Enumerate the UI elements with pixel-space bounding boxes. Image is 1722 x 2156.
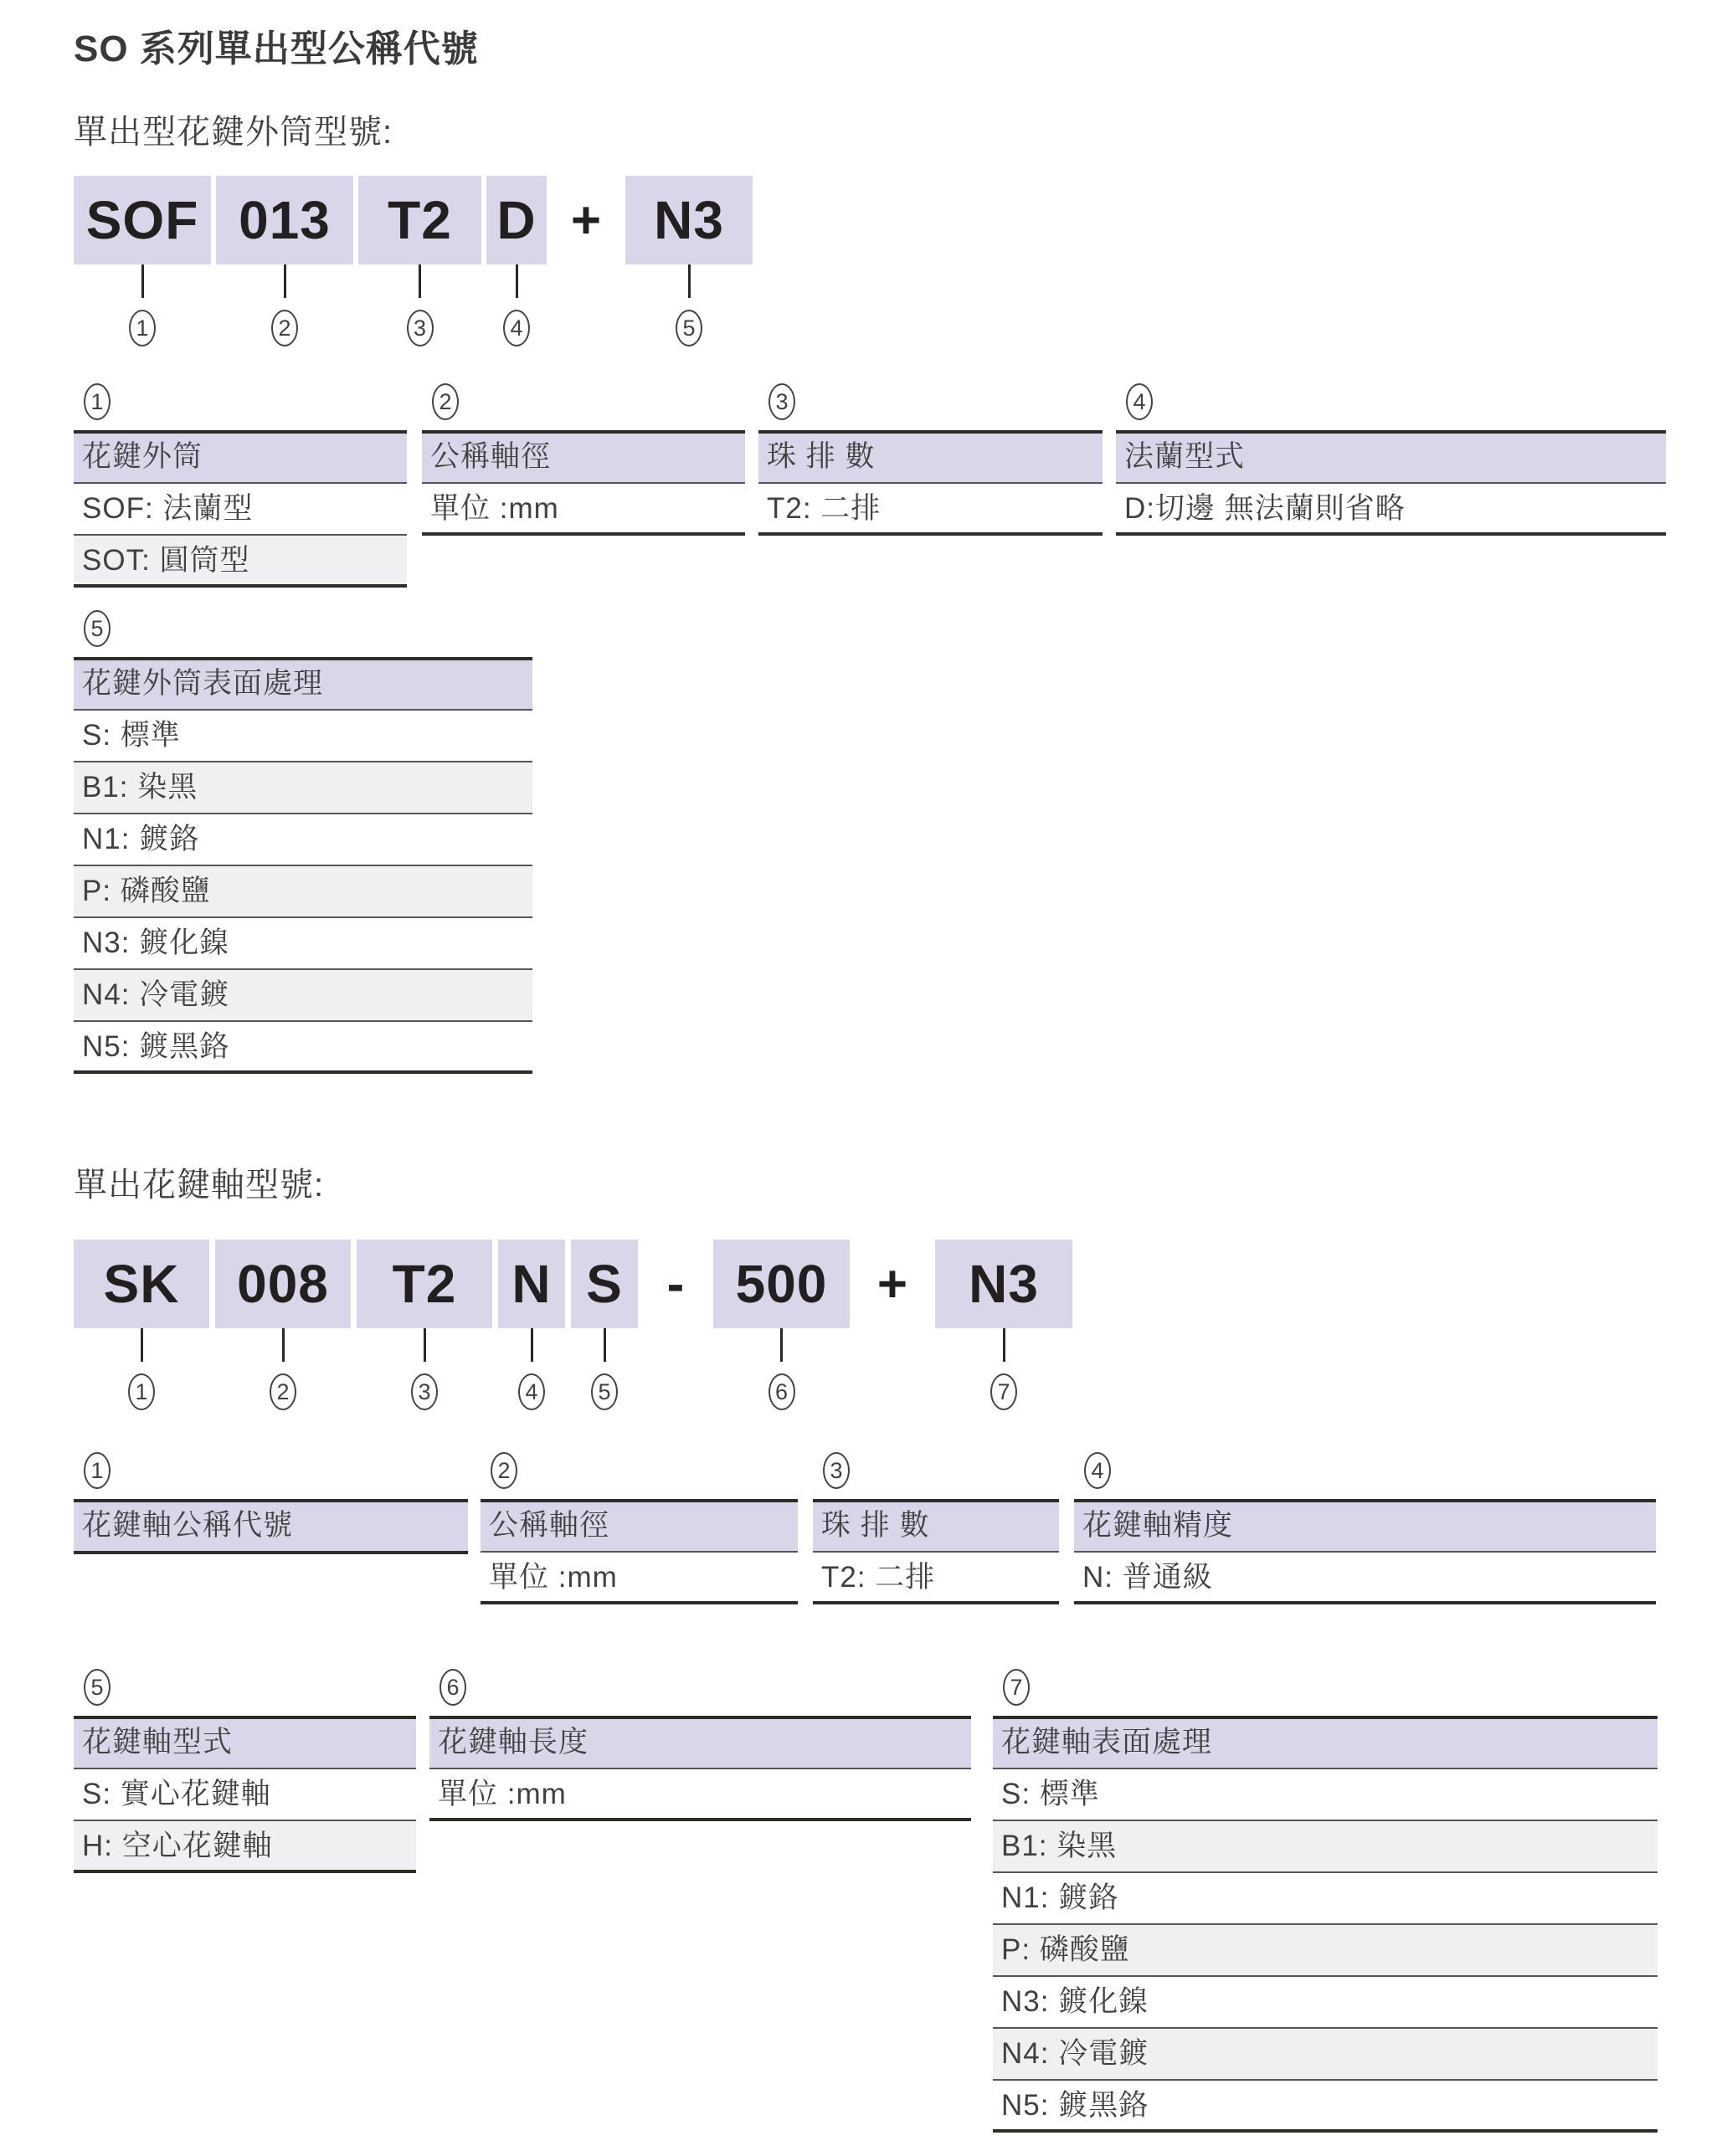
- code-block: 008: [215, 1240, 351, 1328]
- spec-table-header: 花鍵外筒表面處理: [74, 657, 532, 711]
- code-segment: [74, 1240, 209, 1410]
- spec-table-row: B1: 染黑: [74, 762, 532, 814]
- code-segment: [358, 176, 481, 346]
- spec-table-s1t5: [74, 610, 532, 1074]
- code-separator: +: [570, 191, 602, 249]
- code-index-circle: 5: [676, 310, 702, 346]
- page-title: SO 系列單出型公稱代號: [74, 28, 479, 69]
- code-block: SK: [74, 1240, 209, 1328]
- spec-table-row: N: 普通級: [1074, 1553, 1656, 1604]
- code-block: 013: [216, 176, 353, 264]
- spec-table-row: D:切邊 無法蘭則省略: [1116, 484, 1666, 536]
- spec-table-header: 花鍵軸表面處理: [993, 1716, 1658, 1769]
- section1-subtitle: 單出型花鍵外筒型號:: [74, 114, 393, 151]
- spec-table-header: 公稱軸徑: [422, 430, 745, 484]
- spec-table-header: 花鍵軸長度: [429, 1716, 971, 1769]
- spec-table-row: 單位 :mm: [429, 1769, 971, 1821]
- code-index-circle: 2: [270, 1373, 296, 1410]
- spec-table-s1t2: [422, 383, 745, 536]
- code-index-circle: 4: [503, 310, 530, 346]
- code-separator-unit: [644, 1240, 707, 1328]
- spec-table-row: S: 標準: [74, 711, 532, 762]
- code-segment: [625, 176, 753, 346]
- code-index-circle: 7: [990, 1373, 1017, 1410]
- table-index-circle: 2: [491, 1452, 517, 1489]
- spec-table-row: N4: 冷電鍍: [993, 2029, 1658, 2081]
- connector-line: [604, 1328, 606, 1362]
- spec-table-row: N3: 鍍化鎳: [74, 918, 532, 970]
- code-segment: [215, 1240, 351, 1410]
- code-index-circle: 4: [518, 1373, 545, 1410]
- table-index-circle: 7: [1003, 1669, 1030, 1706]
- code-block: T2: [358, 176, 481, 264]
- table-index-circle: 1: [84, 1452, 111, 1489]
- code-separator-unit: [552, 176, 620, 264]
- code-index-circle: 1: [128, 1373, 155, 1410]
- spec-table-row: N5: 鍍黑鉻: [74, 1022, 532, 1074]
- code-segment: [74, 176, 211, 346]
- table-index-circle: 6: [439, 1669, 466, 1706]
- spec-table-header: 花鍵外筒: [74, 430, 407, 484]
- spec-table-s1t4: [1116, 383, 1666, 536]
- table-index-circle: 4: [1126, 383, 1153, 420]
- spec-table-header: 花鍵軸公稱代號: [74, 1499, 468, 1554]
- spec-table-row: 單位 :mm: [481, 1553, 798, 1604]
- spec-table-s2t3: [813, 1452, 1059, 1604]
- spec-table-s2t6: [429, 1669, 971, 1821]
- code-separator-unit: [856, 1240, 929, 1328]
- code-block: N3: [625, 176, 753, 264]
- spec-table-row: H: 空心花鍵軸: [74, 1821, 416, 1873]
- spec-table-row: P: 磷酸鹽: [993, 1925, 1658, 1977]
- connector-line: [688, 264, 691, 298]
- spec-table-row: 單位 :mm: [422, 484, 745, 536]
- code-separator: +: [876, 1255, 908, 1313]
- code-block: N: [498, 1240, 565, 1328]
- connector-line: [1003, 1328, 1005, 1362]
- table-index-circle: 1: [84, 383, 111, 420]
- connector-line: [284, 264, 286, 298]
- spec-table-s1t3: [758, 383, 1103, 536]
- table-index-circle: 4: [1084, 1452, 1111, 1489]
- spec-table-s2t4: [1074, 1452, 1656, 1604]
- spec-table-row: SOT: 圓筒型: [74, 536, 407, 588]
- code-segment: [216, 176, 353, 346]
- connector-line: [141, 1328, 143, 1362]
- spec-table-s2t5: [74, 1669, 416, 1873]
- model-code-spline-shaft: [74, 1240, 1072, 1410]
- spec-table-row: SOF: 法蘭型: [74, 484, 407, 536]
- code-index-circle: 1: [129, 310, 156, 346]
- connector-line: [282, 1328, 285, 1362]
- code-block: 500: [713, 1240, 850, 1328]
- connector-line: [780, 1328, 783, 1362]
- table-index-circle: 3: [823, 1452, 850, 1489]
- code-segment: [571, 1240, 638, 1410]
- spec-table-row: S: 標準: [993, 1769, 1658, 1821]
- code-segment: [498, 1240, 565, 1410]
- connector-line: [516, 264, 518, 298]
- spec-table-s1t1: [74, 383, 407, 588]
- table-index-circle: 2: [432, 383, 459, 420]
- table-index-circle: 5: [84, 1669, 111, 1706]
- code-index-circle: 3: [407, 310, 434, 346]
- code-block: N3: [935, 1240, 1072, 1328]
- spec-table-row: N1: 鍍鉻: [993, 1873, 1658, 1925]
- code-index-circle: 5: [591, 1373, 618, 1410]
- spec-table-header: 公稱軸徑: [481, 1499, 798, 1553]
- code-separator: -: [666, 1255, 685, 1313]
- code-segment: [713, 1240, 850, 1410]
- table-index-circle: 5: [84, 610, 111, 647]
- spec-table-row: T2: 二排: [758, 484, 1103, 536]
- code-block: T2: [357, 1240, 492, 1328]
- code-block: SOF: [74, 176, 211, 264]
- spec-table-s2t2: [481, 1452, 798, 1604]
- spec-table-header: 花鍵軸精度: [1074, 1499, 1656, 1553]
- spec-table-header: 珠 排 數: [758, 430, 1103, 484]
- spec-table-row: N3: 鍍化鎳: [993, 1977, 1658, 2029]
- spec-table-row: N1: 鍍鉻: [74, 814, 532, 866]
- spec-table-row: P: 磷酸鹽: [74, 866, 532, 918]
- code-segment: [935, 1240, 1072, 1410]
- spec-table-row: T2: 二排: [813, 1553, 1059, 1604]
- spec-table-header: 珠 排 數: [813, 1499, 1059, 1553]
- connector-line: [424, 1328, 426, 1362]
- code-segment: [486, 176, 547, 346]
- connector-line: [141, 264, 144, 298]
- spec-table-row: S: 實心花鍵軸: [74, 1769, 416, 1821]
- connector-line: [531, 1328, 533, 1362]
- spec-table-header: 花鍵軸型式: [74, 1716, 416, 1769]
- spec-table-row: N4: 冷電鍍: [74, 970, 532, 1022]
- spec-table-header: 法蘭型式: [1116, 430, 1666, 484]
- spec-table-row: N5: 鍍黑鉻: [993, 2081, 1658, 2133]
- connector-line: [419, 264, 421, 298]
- section2-subtitle: 單出花鍵軸型號:: [74, 1167, 325, 1204]
- code-block: D: [486, 176, 547, 264]
- code-segment: [357, 1240, 492, 1410]
- spec-table-row: B1: 染黑: [993, 1821, 1658, 1873]
- spec-table-s2t7: [993, 1669, 1658, 2133]
- spec-table-s2t1: [74, 1452, 468, 1554]
- code-index-circle: 2: [271, 310, 298, 346]
- table-index-circle: 3: [768, 383, 795, 420]
- code-index-circle: 6: [768, 1373, 795, 1410]
- code-block: S: [571, 1240, 638, 1328]
- model-code-outer-cylinder: [74, 176, 753, 346]
- code-index-circle: 3: [411, 1373, 438, 1410]
